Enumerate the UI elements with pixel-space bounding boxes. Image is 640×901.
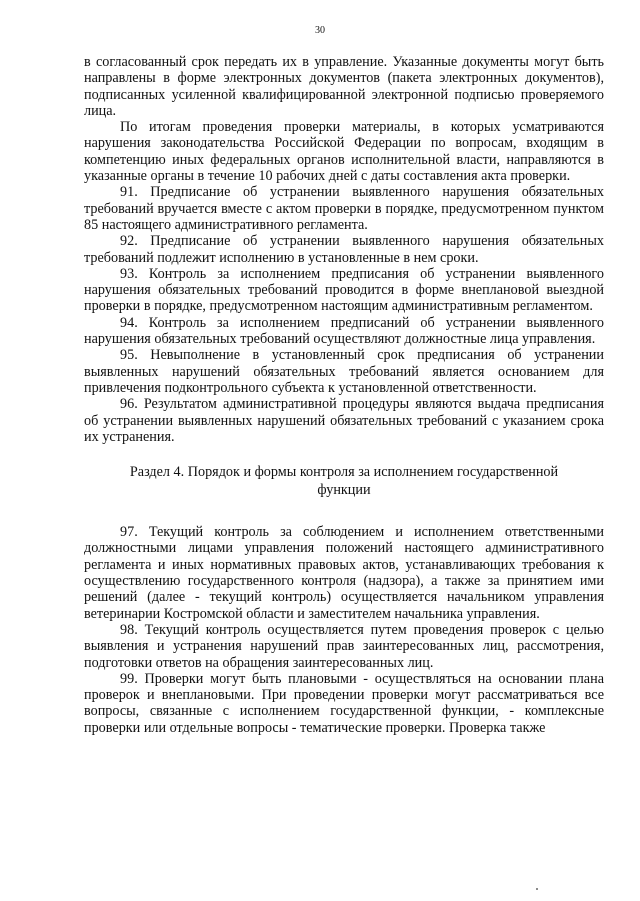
page-number: 30 — [315, 25, 325, 36]
document-body — [84, 54, 604, 736]
paragraph-99: 99. Проверки могут быть плановыми - осуществляться на основании плана проверок и внеплановыми. При проведении проверки могут рассматриваться все вопросы, связанные с исполнением государственной функции, - комплексные проверки или отдельные вопросы - тематические проверки. Проверка также — [84, 670, 604, 736]
paragraph-98: 98. Текущий контроль осуществляется путем проведения проверок с целью выявления и устранения нарушений прав заинтересованных лиц, рассмотрения, подготовки ответов на обращения заинтересованных лиц. — [84, 621, 604, 671]
paragraph-91: 91. Предписание об устранении выявленного нарушения обязательных требований вручается вместе с актом проверки в порядке, предусмотренном пунктом 85 настоящего административного регламента. — [84, 184, 604, 233]
paragraph-95: 95. Невыполнение в установленный срок предписания об устранении выявленных нарушений обязательных требований является основанием для привлечения подконтрольного субъекта к установленной ответственности. — [84, 347, 604, 396]
scan-speck — [536, 888, 538, 890]
paragraph-94: 94. Контроль за исполнением предписаний об устранении выявленного нарушения обязательных требований осуществляют должностные лица управления. — [84, 314, 604, 348]
section-heading: Раздел 4. Порядок и формы контроля за исполнением государственной функции — [129, 464, 559, 499]
paragraph-96: 96. Результатом административной процедуры являются выдача предписания об устранении выявленных нарушений обязательных требований с указанием срока их устранения. — [84, 396, 604, 445]
paragraph-continuation: в согласованный срок передать их в управление. Указанные документы могут быть направлены в форме электронных документов (пакета электронных документов), подписанных усиленной квалифицированной электронной подписью проверяемого лица. — [84, 54, 604, 119]
paragraph-93: 93. Контроль за исполнением предписания об устранении выявленного нарушения обязательных требований проводится в форме внеплановой выездной проверки в порядке, предусмотренном настоящим административным регламентом. — [84, 265, 604, 315]
paragraph-inspection-results: По итогам проведения проверки материалы, в которых усматриваются нарушения законодательства Российской Федерации по вопросам, входящим в компетенцию иных федеральных органов исполнительной власти, направляются в указанные органы в течение 10 рабочих дней с даты составления акта проверки. — [84, 119, 604, 185]
paragraph-97: 97. Текущий контроль за соблюдением и исполнением ответственными должностными лицами управления положений настоящего административного регламента и иных нормативных правовых актов, устанавливающих требования к осуществлению государственного контроля (надзора), а также за принятием ими решений (далее - текущий контроль) осуществляется начальником управления ветеринарии Костромской области и заместителем начальника управления. — [84, 524, 604, 622]
paragraph-92: 92. Предписание об устранении выявленного нарушения обязательных требований подлежит исполнению в установленные в нем сроки. — [84, 233, 604, 266]
